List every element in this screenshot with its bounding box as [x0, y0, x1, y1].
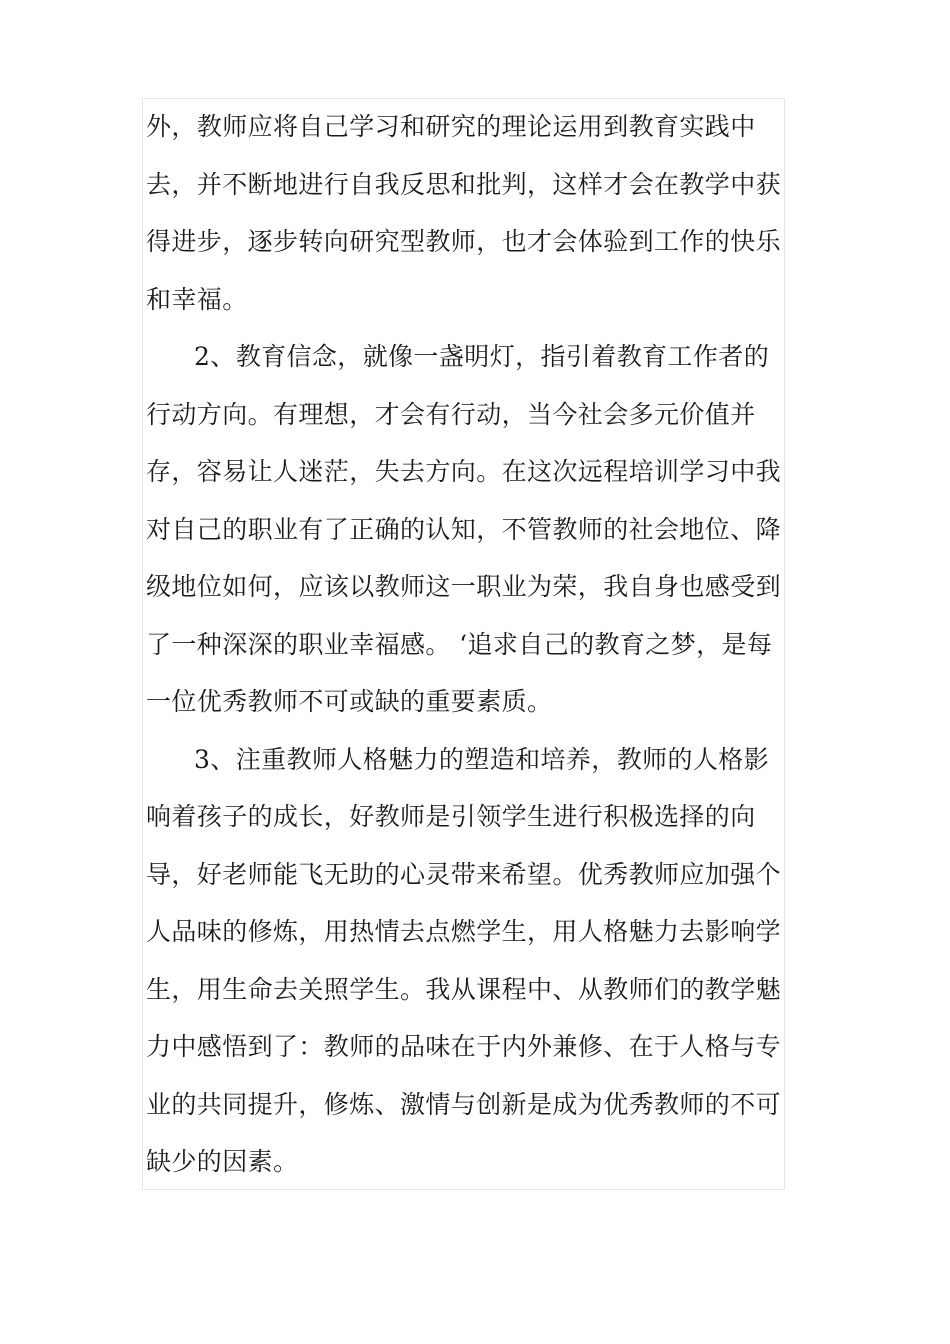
text-line: 级地位如何，应该以教师这一职业为荣，我自身也感受到	[146, 572, 782, 601]
text-line: 响着孩子的成长，好教师是引领学生进行积极选择的向	[146, 802, 756, 831]
paragraph-3-first-line: 3、注重教师人格魅力的塑造和培养，教师的人格影	[194, 744, 770, 774]
paragraph-2-first-line: 2、教育信念，就像一盏明灯，指引着教育工作者的	[194, 342, 770, 371]
text-line: 力中感悟到了：教师的品味在于内外兼修、在于人格与专	[146, 1032, 782, 1061]
text-line: 对自己的职业有了正确的认知，不管教师的社会地位、降	[146, 514, 782, 544]
text-line: 得进步，逐步转向研究型教师，也才会体验到工作的快乐	[146, 227, 782, 256]
text-line: 生，用生命去关照学生。我从课程中、从教师们的教学魅	[146, 974, 782, 1004]
text-line: 去，并不断地进行自我反思和批判，这样才会在教学中获	[146, 169, 782, 199]
text-line: 导，好老师能飞无助的心灵带来希望。优秀教师应加强个	[146, 859, 782, 889]
text-line: 一位优秀教师不可或缺的重要素质。	[146, 687, 553, 716]
text-line: 业的共同提升，修炼、激情与创新是成为优秀教师的不可	[146, 1089, 782, 1119]
text-line: 存，容易让人迷茫，失去方向。在这次远程培训学习中我	[146, 457, 782, 486]
text-line: 和幸福。	[146, 284, 248, 314]
text-line: 人品味的修炼，用热情去点燃学生，用人格魅力去影响学	[146, 917, 782, 946]
text-line: 了一种深深的职业幸福感。 ‘追求自己的教育之梦，是每	[146, 629, 773, 659]
document-body	[146, 98, 786, 1191]
text-line: 行动方向。有理想，才会有行动，当今社会多元价值并	[146, 399, 756, 429]
text-line: 缺少的因素。	[146, 1147, 299, 1176]
text-line: 外，教师应将自己学习和研究的理论运用到教育实践中	[146, 112, 756, 141]
